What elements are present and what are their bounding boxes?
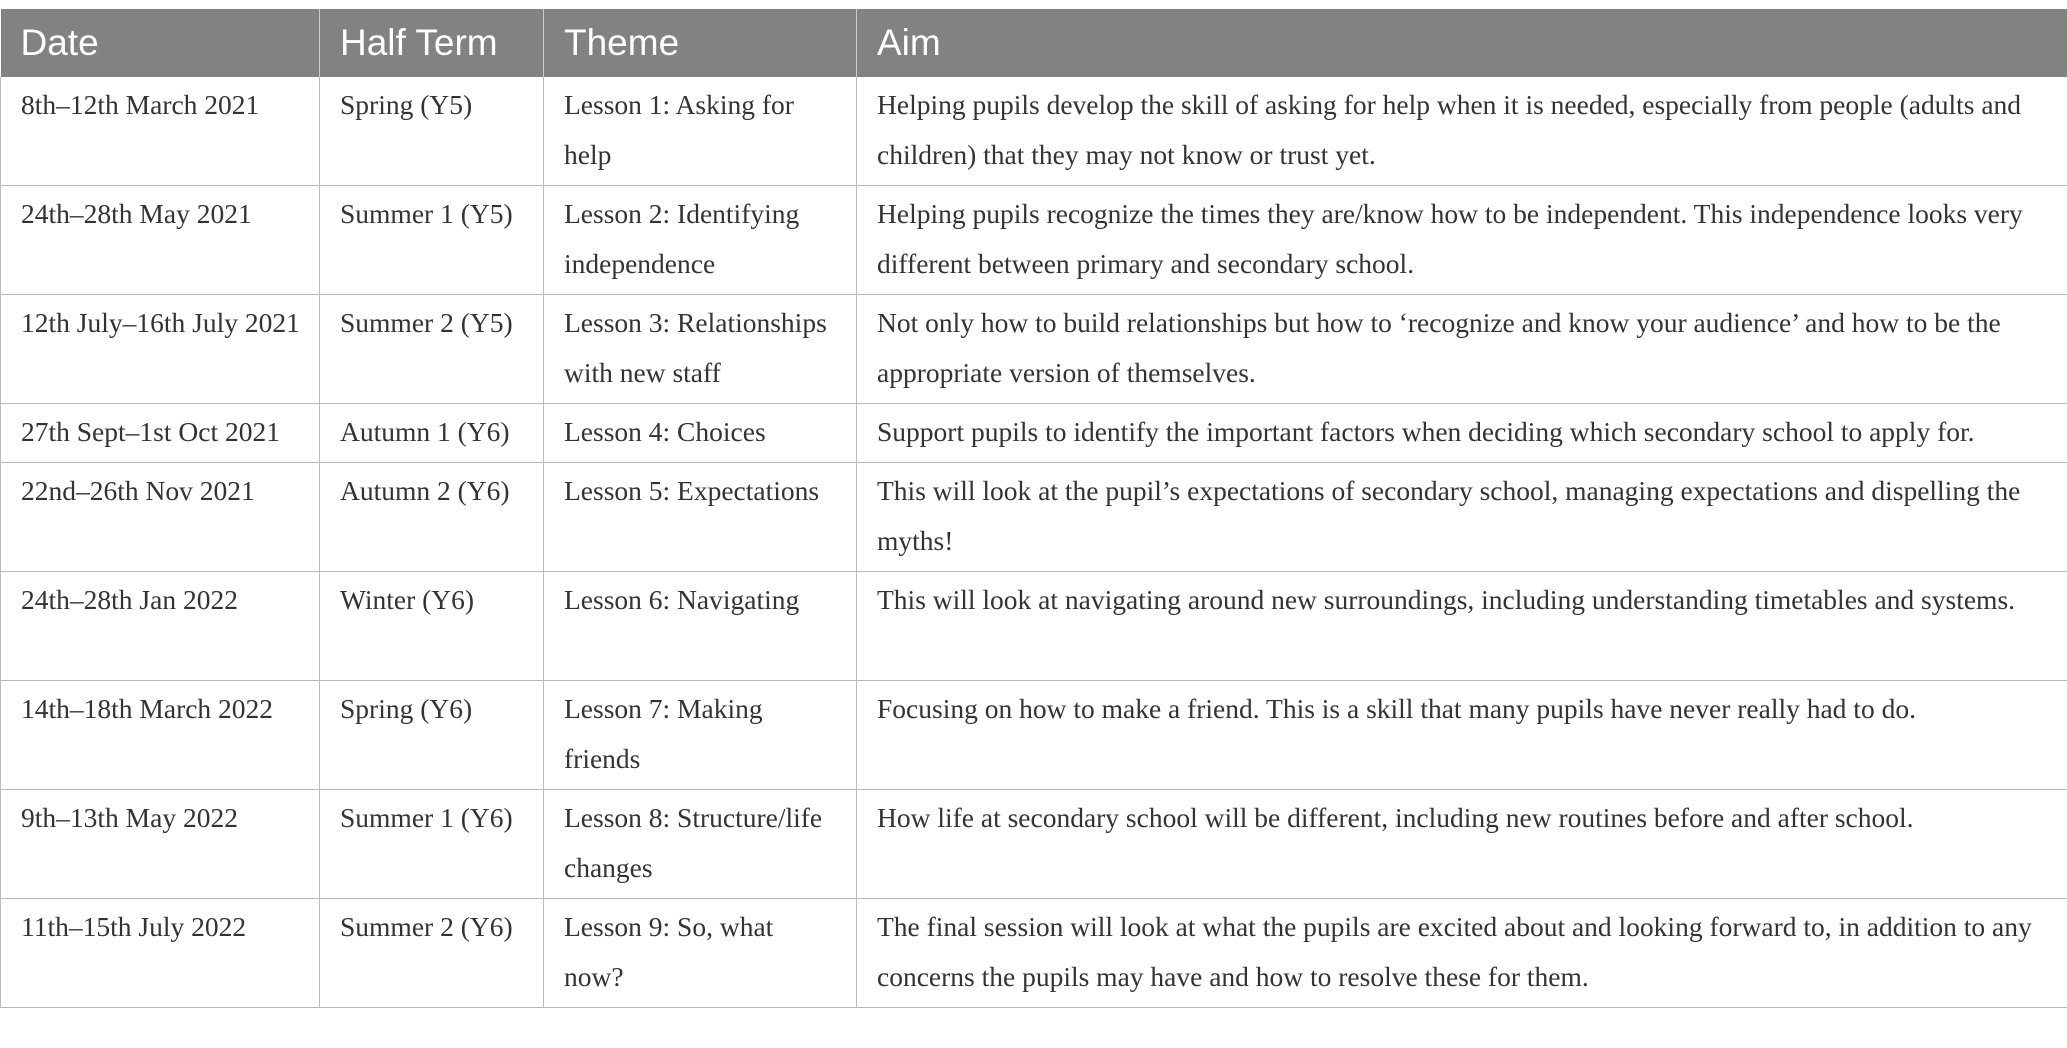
cell-half-term: Spring (Y6) [320,681,544,790]
cell-aim: Support pupils to identify the important factors when deciding which secondary school to apply for. [857,404,2067,463]
cell-aim: The final session will look at what the pupils are excited about and looking forward to, in addition to any concerns the pupils may have and how to resolve these for them. [857,899,2067,1008]
cell-half-term: Spring (Y5) [320,77,544,186]
cell-aim: This will look at the pupil’s expectations of secondary school, managing expectations and dispelling the myths! [857,463,2067,572]
header-date: Date [1,9,320,77]
cell-half-term: Summer 1 (Y5) [320,186,544,295]
cell-theme: Lesson 4: Choices [544,404,857,463]
cell-date: 14th–18th March 2022 [1,681,320,790]
cell-theme: Lesson 1: Asking for help [544,77,857,186]
cell-date: 8th–12th March 2021 [1,77,320,186]
header-aim: Aim [857,9,2067,77]
cell-aim: How life at secondary school will be different, including new routines before and after school. [857,790,2067,899]
table-row [1,77,2067,186]
cell-theme: Lesson 9: So, what now? [544,899,857,1008]
cell-theme: Lesson 3: Relationships with new staff [544,295,857,404]
cell-half-term: Summer 2 (Y6) [320,899,544,1008]
cell-date: 11th–15th July 2022 [1,899,320,1008]
cell-date: 9th–13th May 2022 [1,790,320,899]
cell-theme: Lesson 6: Navigating [544,572,857,681]
table-row [1,790,2067,899]
cell-half-term: Summer 2 (Y5) [320,295,544,404]
cell-aim: Not only how to build relationships but how to ‘recognize and know your audience’ and how to be the appropriate version of themselves. [857,295,2067,404]
table-body [1,77,2067,1008]
table-row [1,572,2067,681]
cell-half-term: Autumn 1 (Y6) [320,404,544,463]
cell-date: 12th July–16th July 2021 [1,295,320,404]
cell-half-term: Autumn 2 (Y6) [320,463,544,572]
lesson-schedule-table-container [0,9,2067,1008]
cell-date: 24th–28th Jan 2022 [1,572,320,681]
table-row [1,899,2067,1008]
cell-theme: Lesson 8: Structure/life changes [544,790,857,899]
table-row [1,404,2067,463]
header-theme: Theme [544,9,857,77]
cell-date: 22nd–26th Nov 2021 [1,463,320,572]
cell-aim: Focusing on how to make a friend. This is a skill that many pupils have never really had to do. [857,681,2067,790]
cell-theme: Lesson 5: Expectations [544,463,857,572]
table-row [1,186,2067,295]
cell-aim: Helping pupils recognize the times they are/know how to be independent. This independence looks very different between primary and secondary school. [857,186,2067,295]
table-row [1,681,2067,790]
header-row [1,9,2067,77]
cell-aim: This will look at navigating around new surroundings, including understanding timetables and systems. [857,572,2067,681]
header-half-term: Half Term [320,9,544,77]
cell-theme: Lesson 7: Making friends [544,681,857,790]
cell-date: 24th–28th May 2021 [1,186,320,295]
table-header [1,9,2067,77]
cell-half-term: Summer 1 (Y6) [320,790,544,899]
cell-aim: Helping pupils develop the skill of asking for help when it is needed, especially from people (adults and children) that they may not know or trust yet. [857,77,2067,186]
table-row [1,463,2067,572]
cell-theme: Lesson 2: Identifying independence [544,186,857,295]
table-row [1,295,2067,404]
cell-date: 27th Sept–1st Oct 2021 [1,404,320,463]
lesson-schedule-table [0,9,2067,1008]
cell-half-term: Winter (Y6) [320,572,544,681]
